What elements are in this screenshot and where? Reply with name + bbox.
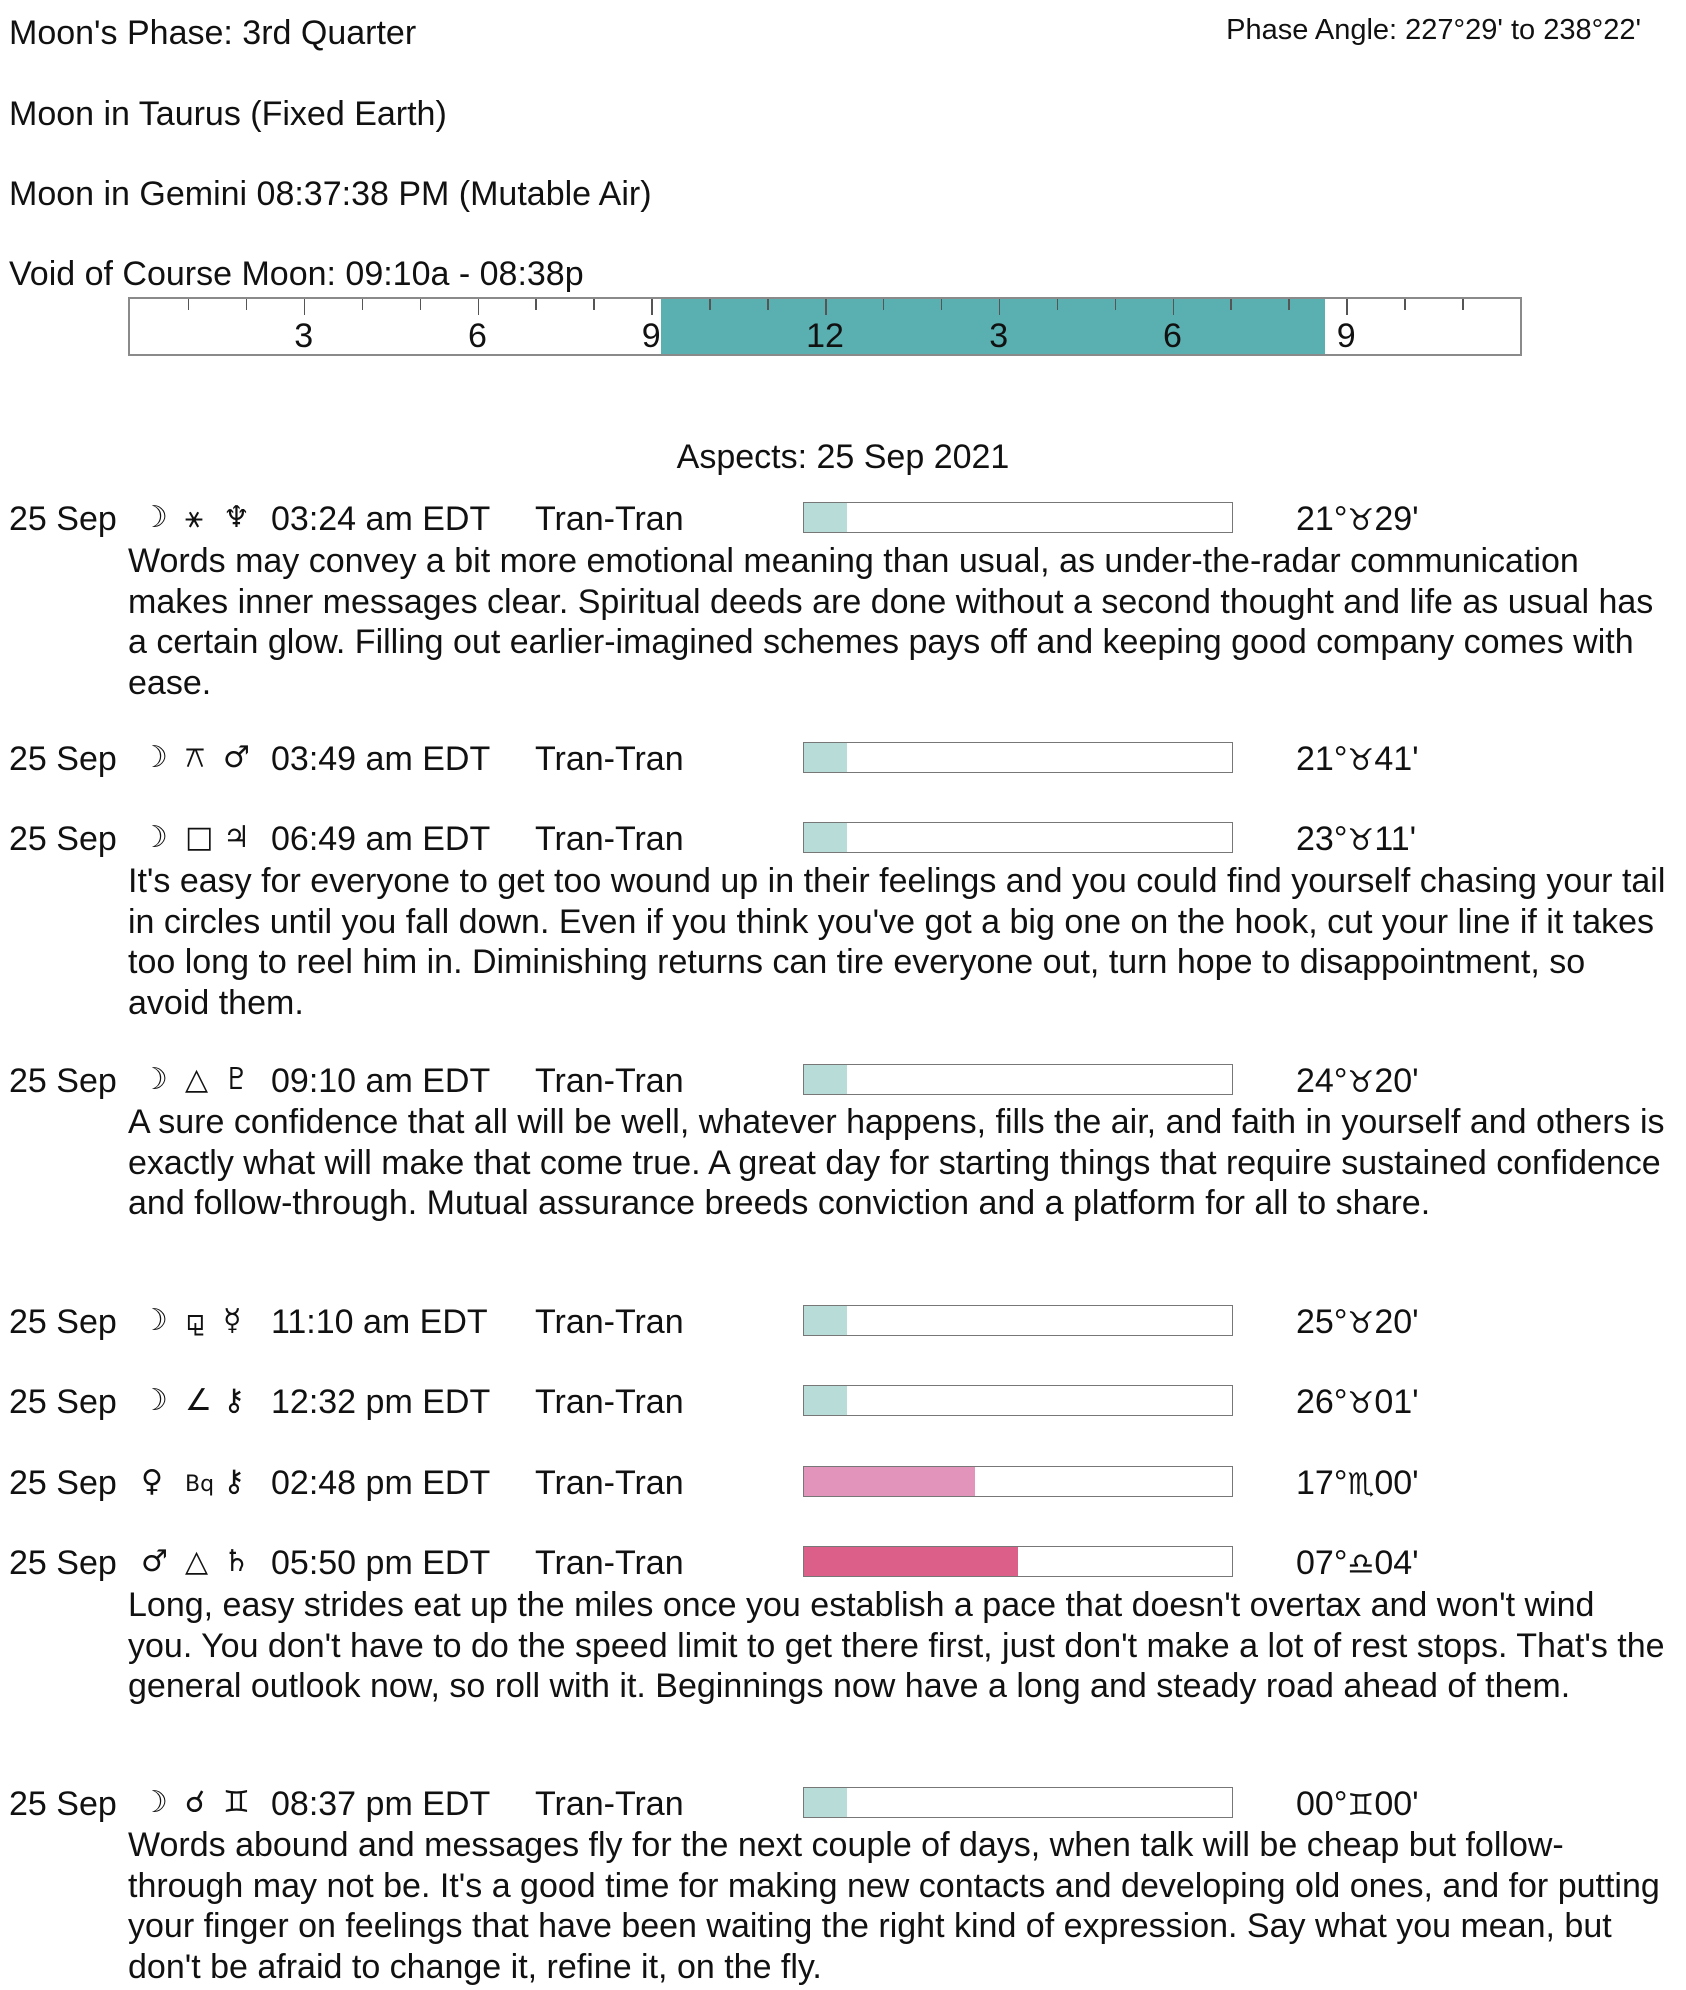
hour-tick	[593, 299, 595, 310]
moon-phase: Moon's Phase: 3rd Quarter	[9, 14, 417, 52]
aspect-type: Tran-Tran	[535, 1544, 684, 1582]
aspect-glyph: ⚻	[185, 740, 205, 775]
aspects-title: Aspects: 25 Sep 2021	[676, 438, 1010, 476]
strength-bar	[803, 1546, 1233, 1577]
degree-value: 07°	[1296, 1544, 1348, 1582]
planet-1-glyph: ☽	[141, 1785, 168, 1820]
major-hour-tick	[651, 299, 653, 315]
aspect-degree	[1296, 1303, 1419, 1342]
aspect-date: 25 Sep	[9, 1544, 117, 1582]
aspect-date: 25 Sep	[9, 1383, 117, 1421]
strength-bar-fill	[804, 1065, 847, 1094]
aspect-date: 25 Sep	[9, 1062, 117, 1100]
aspect-time: 09:10 am EDT	[271, 1062, 491, 1100]
strength-bar	[803, 1787, 1233, 1818]
planet-2-glyph: ♊	[223, 1785, 250, 1820]
hour-tick	[535, 299, 537, 310]
hour-tick	[1404, 299, 1406, 310]
strength-bar	[803, 1064, 1233, 1095]
planet-2-glyph: ♆	[223, 500, 250, 535]
strength-bar-fill	[804, 503, 847, 532]
aspect-time: 12:32 pm EDT	[271, 1383, 491, 1421]
strength-bar	[803, 502, 1233, 533]
hour-tick	[420, 299, 422, 310]
aspect-time: 11:10 am EDT	[271, 1303, 488, 1341]
hour-tick	[767, 299, 769, 310]
void-of-course: Void of Course Moon: 09:10a - 08:38p	[9, 255, 584, 293]
hour-tick	[709, 299, 711, 310]
degree-value: 23°	[1296, 820, 1348, 858]
aspect-date: 25 Sep	[9, 1303, 117, 1341]
aspect-type: Tran-Tran	[535, 1062, 684, 1100]
hour-label: 9	[1336, 317, 1356, 355]
hour-tick	[246, 299, 248, 310]
strength-bar	[803, 1466, 1233, 1497]
planet-1-glyph: ☽	[141, 1062, 168, 1097]
planet-2-glyph: ♂	[223, 740, 250, 775]
zodiac-sign-icon: ♎	[1347, 1547, 1375, 1582]
aspect-time: 05:50 pm EDT	[271, 1544, 491, 1582]
hour-label: 3	[989, 317, 1009, 355]
hour-tick	[941, 299, 943, 310]
strength-bar-fill	[804, 743, 847, 772]
aspect-degree	[1296, 1544, 1419, 1583]
degree-minutes: 00'	[1374, 1464, 1419, 1502]
aspect-degree	[1296, 500, 1419, 539]
degree-value: 26°	[1296, 1383, 1348, 1421]
degree-minutes: 20'	[1374, 1062, 1419, 1100]
aspect-row	[0, 1785, 1686, 1829]
degree-minutes: 00'	[1374, 1785, 1419, 1823]
aspect-type: Tran-Tran	[535, 500, 684, 538]
degree-value: 00°	[1296, 1785, 1348, 1823]
degree-minutes: 20'	[1374, 1303, 1419, 1341]
hour-tick	[1230, 299, 1232, 310]
aspect-glyph: △	[185, 1544, 209, 1579]
degree-minutes: 04'	[1374, 1544, 1419, 1582]
degree-minutes: 01'	[1374, 1383, 1419, 1421]
aspect-glyph: △	[185, 1062, 209, 1097]
aspect-time: 03:49 am EDT	[271, 740, 491, 778]
planet-2-glyph: ♄	[223, 1544, 250, 1579]
aspect-row	[0, 500, 1686, 544]
strength-bar	[803, 1305, 1233, 1336]
zodiac-sign-icon: ♉	[1347, 503, 1375, 538]
degree-minutes: 11'	[1374, 820, 1417, 858]
aspect-description: A sure confidence that all will be well, whatever happens, fills the air, and faith in yourself and others is exactly what will make that come true. A great day for starting things that require sustained confidence and follow-through. Mutual assurance breeds conviction and a platform for all to share.	[128, 1103, 1665, 1222]
hour-tick	[1057, 299, 1059, 310]
major-hour-tick	[304, 299, 306, 315]
degree-minutes: 29'	[1374, 500, 1419, 538]
aspect-row	[0, 1464, 1686, 1508]
major-hour-tick	[1173, 299, 1175, 315]
aspect-row	[0, 1383, 1686, 1427]
degree-value: 24°	[1296, 1062, 1348, 1100]
hour-label: 6	[1163, 317, 1182, 355]
phase-angle: Phase Angle: 227°29' to 238°22'	[1226, 14, 1641, 46]
aspect-degree	[1296, 1062, 1419, 1101]
aspect-type: Tran-Tran	[535, 820, 684, 858]
planet-2-glyph: ⚷	[223, 1383, 245, 1418]
zodiac-sign-icon: ♉	[1347, 743, 1375, 778]
aspect-row	[0, 740, 1686, 784]
aspect-row	[0, 1062, 1686, 1106]
strength-bar	[803, 742, 1233, 773]
planet-1-glyph: ☽	[141, 740, 168, 775]
aspect-description: Words abound and messages fly for the next couple of days, when talk will be cheap but follow-through may not be. It's a good time for making new contacts and developing old ones, and for putting your finger on feelings that have been waiting the right kind of expression. Say what you mean, but don't be afraid to change it, refine it, on the fly.	[128, 1826, 1660, 1986]
strength-bar	[803, 822, 1233, 853]
strength-bar-fill	[804, 1386, 847, 1415]
moon-sign-taurus: Moon in Taurus (Fixed Earth)	[9, 95, 447, 133]
aspect-type: Tran-Tran	[535, 1464, 684, 1502]
aspect-time: 06:49 am EDT	[271, 820, 491, 858]
hour-label: 12	[806, 317, 844, 355]
hour-label: 9	[641, 317, 661, 355]
aspect-degree	[1296, 1383, 1419, 1422]
major-hour-tick	[1346, 299, 1348, 315]
aspect-description: Words may convey a bit more emotional meaning than usual, as under-the-radar communication makes inner messages clear. Spiritual deeds are done without a second thought and life as usual has a certain glow. Filling out earlier-imagined schemes pays off and keeping good company comes with ease.	[128, 542, 1654, 702]
aspect-description: It's easy for everyone to get too wound up in their feelings and you could find yourself chasing your tail in circles until you fall down. Even if you think you've got a big one on the hook, cut your line if it takes too long to reel him in. Diminishing returns can tire everyone out, turn hope to disappointment, so avoid them.	[128, 862, 1666, 1022]
aspect-time: 03:24 am EDT	[271, 500, 491, 538]
major-hour-tick	[478, 299, 480, 315]
degree-value: 25°	[1296, 1303, 1348, 1341]
aspect-degree	[1296, 1785, 1419, 1824]
hour-tick	[1115, 299, 1117, 310]
aspect-glyph: ☌	[185, 1785, 206, 1820]
zodiac-sign-icon: ♊	[1347, 1788, 1375, 1823]
planet-1-glyph: ☽	[141, 500, 168, 535]
major-hour-tick	[999, 299, 1001, 315]
aspect-type: Tran-Tran	[535, 1303, 684, 1341]
aspect-row	[0, 1303, 1686, 1347]
void-of-course-timeline	[128, 297, 1522, 356]
zodiac-sign-icon: ♉	[1347, 1306, 1375, 1341]
aspect-glyph: ⚼	[185, 1303, 206, 1338]
planet-2-glyph: ♃	[223, 820, 250, 855]
aspect-degree	[1296, 740, 1419, 779]
hour-label: 6	[468, 317, 487, 355]
strength-bar-fill	[804, 1788, 847, 1817]
planet-1-glyph: ☽	[141, 1303, 168, 1338]
planet-2-glyph: ☿	[223, 1303, 242, 1338]
hour-tick	[883, 299, 885, 310]
strength-bar-fill	[804, 823, 847, 852]
planet-2-glyph: ♇	[223, 1062, 250, 1097]
planet-1-glyph: ☽	[141, 1383, 168, 1418]
hour-tick	[1288, 299, 1290, 310]
aspect-date: 25 Sep	[9, 1785, 117, 1823]
degree-value: 17°	[1296, 1464, 1348, 1502]
degree-minutes: 41'	[1374, 740, 1419, 778]
aspect-glyph: □	[185, 820, 214, 855]
aspect-glyph: ⚹	[185, 500, 203, 535]
aspect-time: 02:48 pm EDT	[271, 1464, 491, 1502]
major-hour-tick	[825, 299, 827, 315]
aspect-degree	[1296, 1464, 1419, 1503]
aspect-type: Tran-Tran	[535, 740, 684, 778]
zodiac-sign-icon: ♉	[1347, 823, 1375, 858]
planet-1-glyph: ☽	[141, 820, 168, 855]
zodiac-sign-icon: ♏	[1347, 1467, 1375, 1502]
planet-1-glyph: ♀	[141, 1464, 163, 1499]
zodiac-sign-icon: ♉	[1347, 1065, 1375, 1100]
aspect-date: 25 Sep	[9, 740, 117, 778]
aspect-glyph: ∠	[185, 1383, 212, 1418]
degree-value: 21°	[1296, 740, 1348, 778]
aspect-time: 08:37 pm EDT	[271, 1785, 491, 1823]
aspect-glyph: Bq	[185, 1472, 215, 1497]
strength-bar-fill	[804, 1306, 847, 1335]
aspect-type: Tran-Tran	[535, 1383, 684, 1421]
strength-bar-fill	[804, 1547, 1018, 1576]
aspect-type: Tran-Tran	[535, 1785, 684, 1823]
aspect-description: Long, easy strides eat up the miles once you establish a pace that doesn't overtax and won't wind you. You don't have to do the speed limit to get there first, just don't make a lot of rest stops. That's the general outlook now, so roll with it. Beginnings now have a long and steady road ahead of them.	[128, 1586, 1665, 1705]
degree-value: 21°	[1296, 500, 1348, 538]
hour-label: 3	[294, 317, 314, 355]
planet-1-glyph: ♂	[141, 1544, 168, 1579]
aspect-date: 25 Sep	[9, 1464, 117, 1502]
hour-tick	[1462, 299, 1464, 310]
moon-sign-gemini: Moon in Gemini 08:37:38 PM (Mutable Air)	[9, 175, 652, 213]
aspect-date: 25 Sep	[9, 500, 117, 538]
hour-tick	[362, 299, 364, 310]
zodiac-sign-icon: ♉	[1347, 1386, 1375, 1421]
aspect-row	[0, 1544, 1686, 1588]
strength-bar-fill	[804, 1467, 975, 1496]
hour-tick	[188, 299, 190, 310]
planet-2-glyph: ⚷	[223, 1464, 245, 1499]
aspect-degree	[1296, 820, 1416, 859]
strength-bar	[803, 1385, 1233, 1416]
aspect-date: 25 Sep	[9, 820, 117, 858]
aspect-row	[0, 820, 1686, 864]
